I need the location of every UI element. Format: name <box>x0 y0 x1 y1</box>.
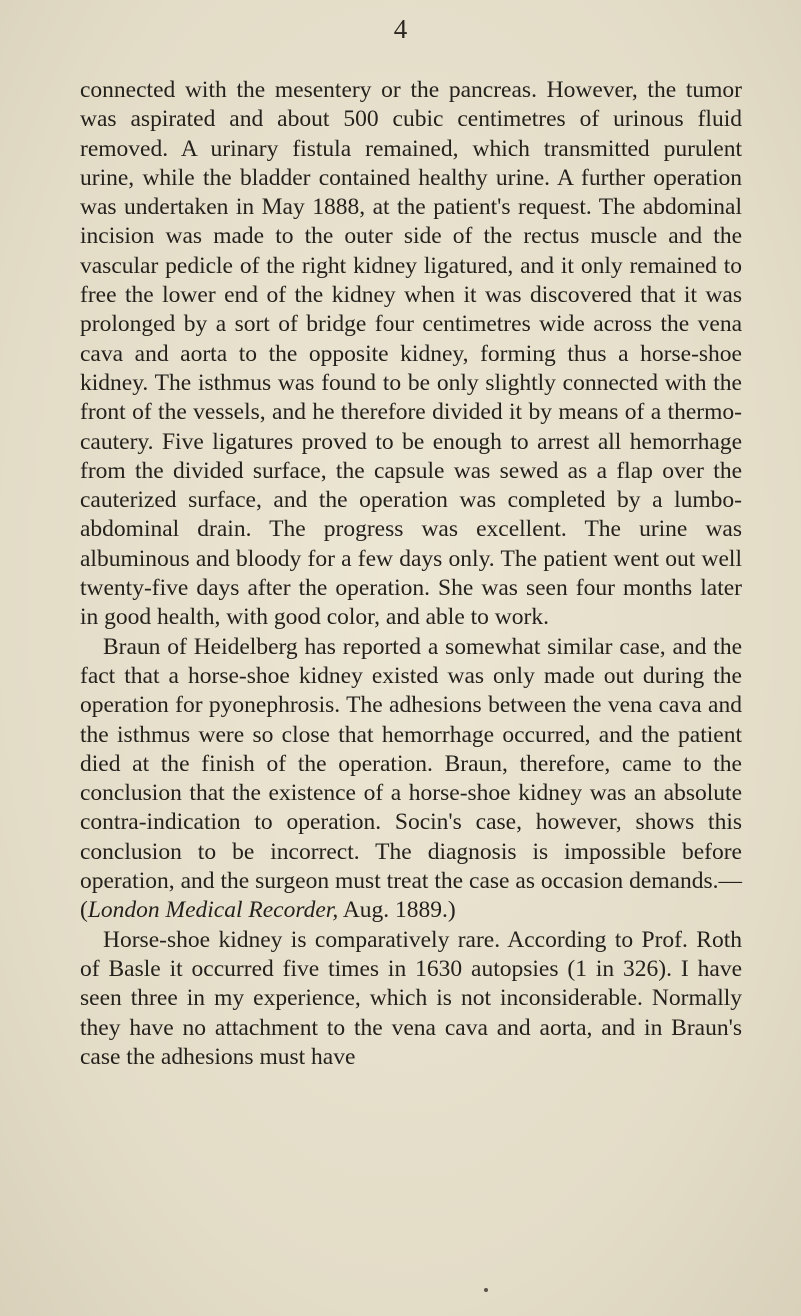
paragraph-horse-shoe-rarity: Horse-shoe kidney is comparatively rare. According to Prof. Roth of Basle it occurred five times in 1630 autopsies (1 in 326). I have seen three in my experience, which is not inconsiderable. Normally they have no attachment to the vena cava and aorta, and in Braun's case the adhesions must have <box>80 926 742 1070</box>
citation-date: Aug. 1889.) <box>338 897 456 924</box>
stray-ink-mark <box>484 1288 488 1292</box>
page-number: 4 <box>393 14 408 44</box>
paragraph-braun-case <box>80 633 742 926</box>
braun-case-text: Braun of Heidelberg has reported a somewhat similar case, and the fact that a horse-shoe kidney existed was only made out during the operation for pyonephrosis. The adhesions between the vena cava and the isthmus were so close that hemorrhage occurred, and the patient died at the finish of the operation. Braun, therefore, came to the conclusion that the existence of a horse-shoe kidney was an absolute contra-indication to operation. Socin's case, however, shows this conclusion to be incorrect. The diagnosis is impossible before operation, and the surgeon must treat the case as occasion demands.—( <box>80 633 742 924</box>
citation-source: London Medical Recorder, <box>87 897 339 924</box>
paragraph-socin-case: connected with the mesentery or the pancreas. However, the tumor was aspirated and about 500 cubic centimetres of urinous fluid removed. A urinary fistula remained, which transmitted purulent urine, while the bladder contained healthy urine. A further operation was undertaken in May 1888, at the patient's request. The abdominal incision was made to the outer side of the rectus muscle and the vascular pedicle of the right kidney ligatured, and it only remained to free the lower end of the kidney when it was discovered that it was prolonged by a sort of bridge four centimetres wide across the vena cava and aorta to the opposite kidney, forming thus a horse-shoe kidney. The isthmus was found to be only slightly connected with the front of the vessels, and he therefore divided it by means of a thermo-cautery. Five ligatures proved to be enough to arrest all hemorrhage from the divided surface, the capsule was sewed as a flap over the cauterized surface, and the operation was completed by a lumbo-abdominal drain. The progress was excellent. The urine was albuminous and bloody for a few days only. The patient went out well twenty-five days after the operation. She was seen four months later in good health, with good color, and able to work. <box>80 77 742 631</box>
body-text <box>80 76 742 1072</box>
